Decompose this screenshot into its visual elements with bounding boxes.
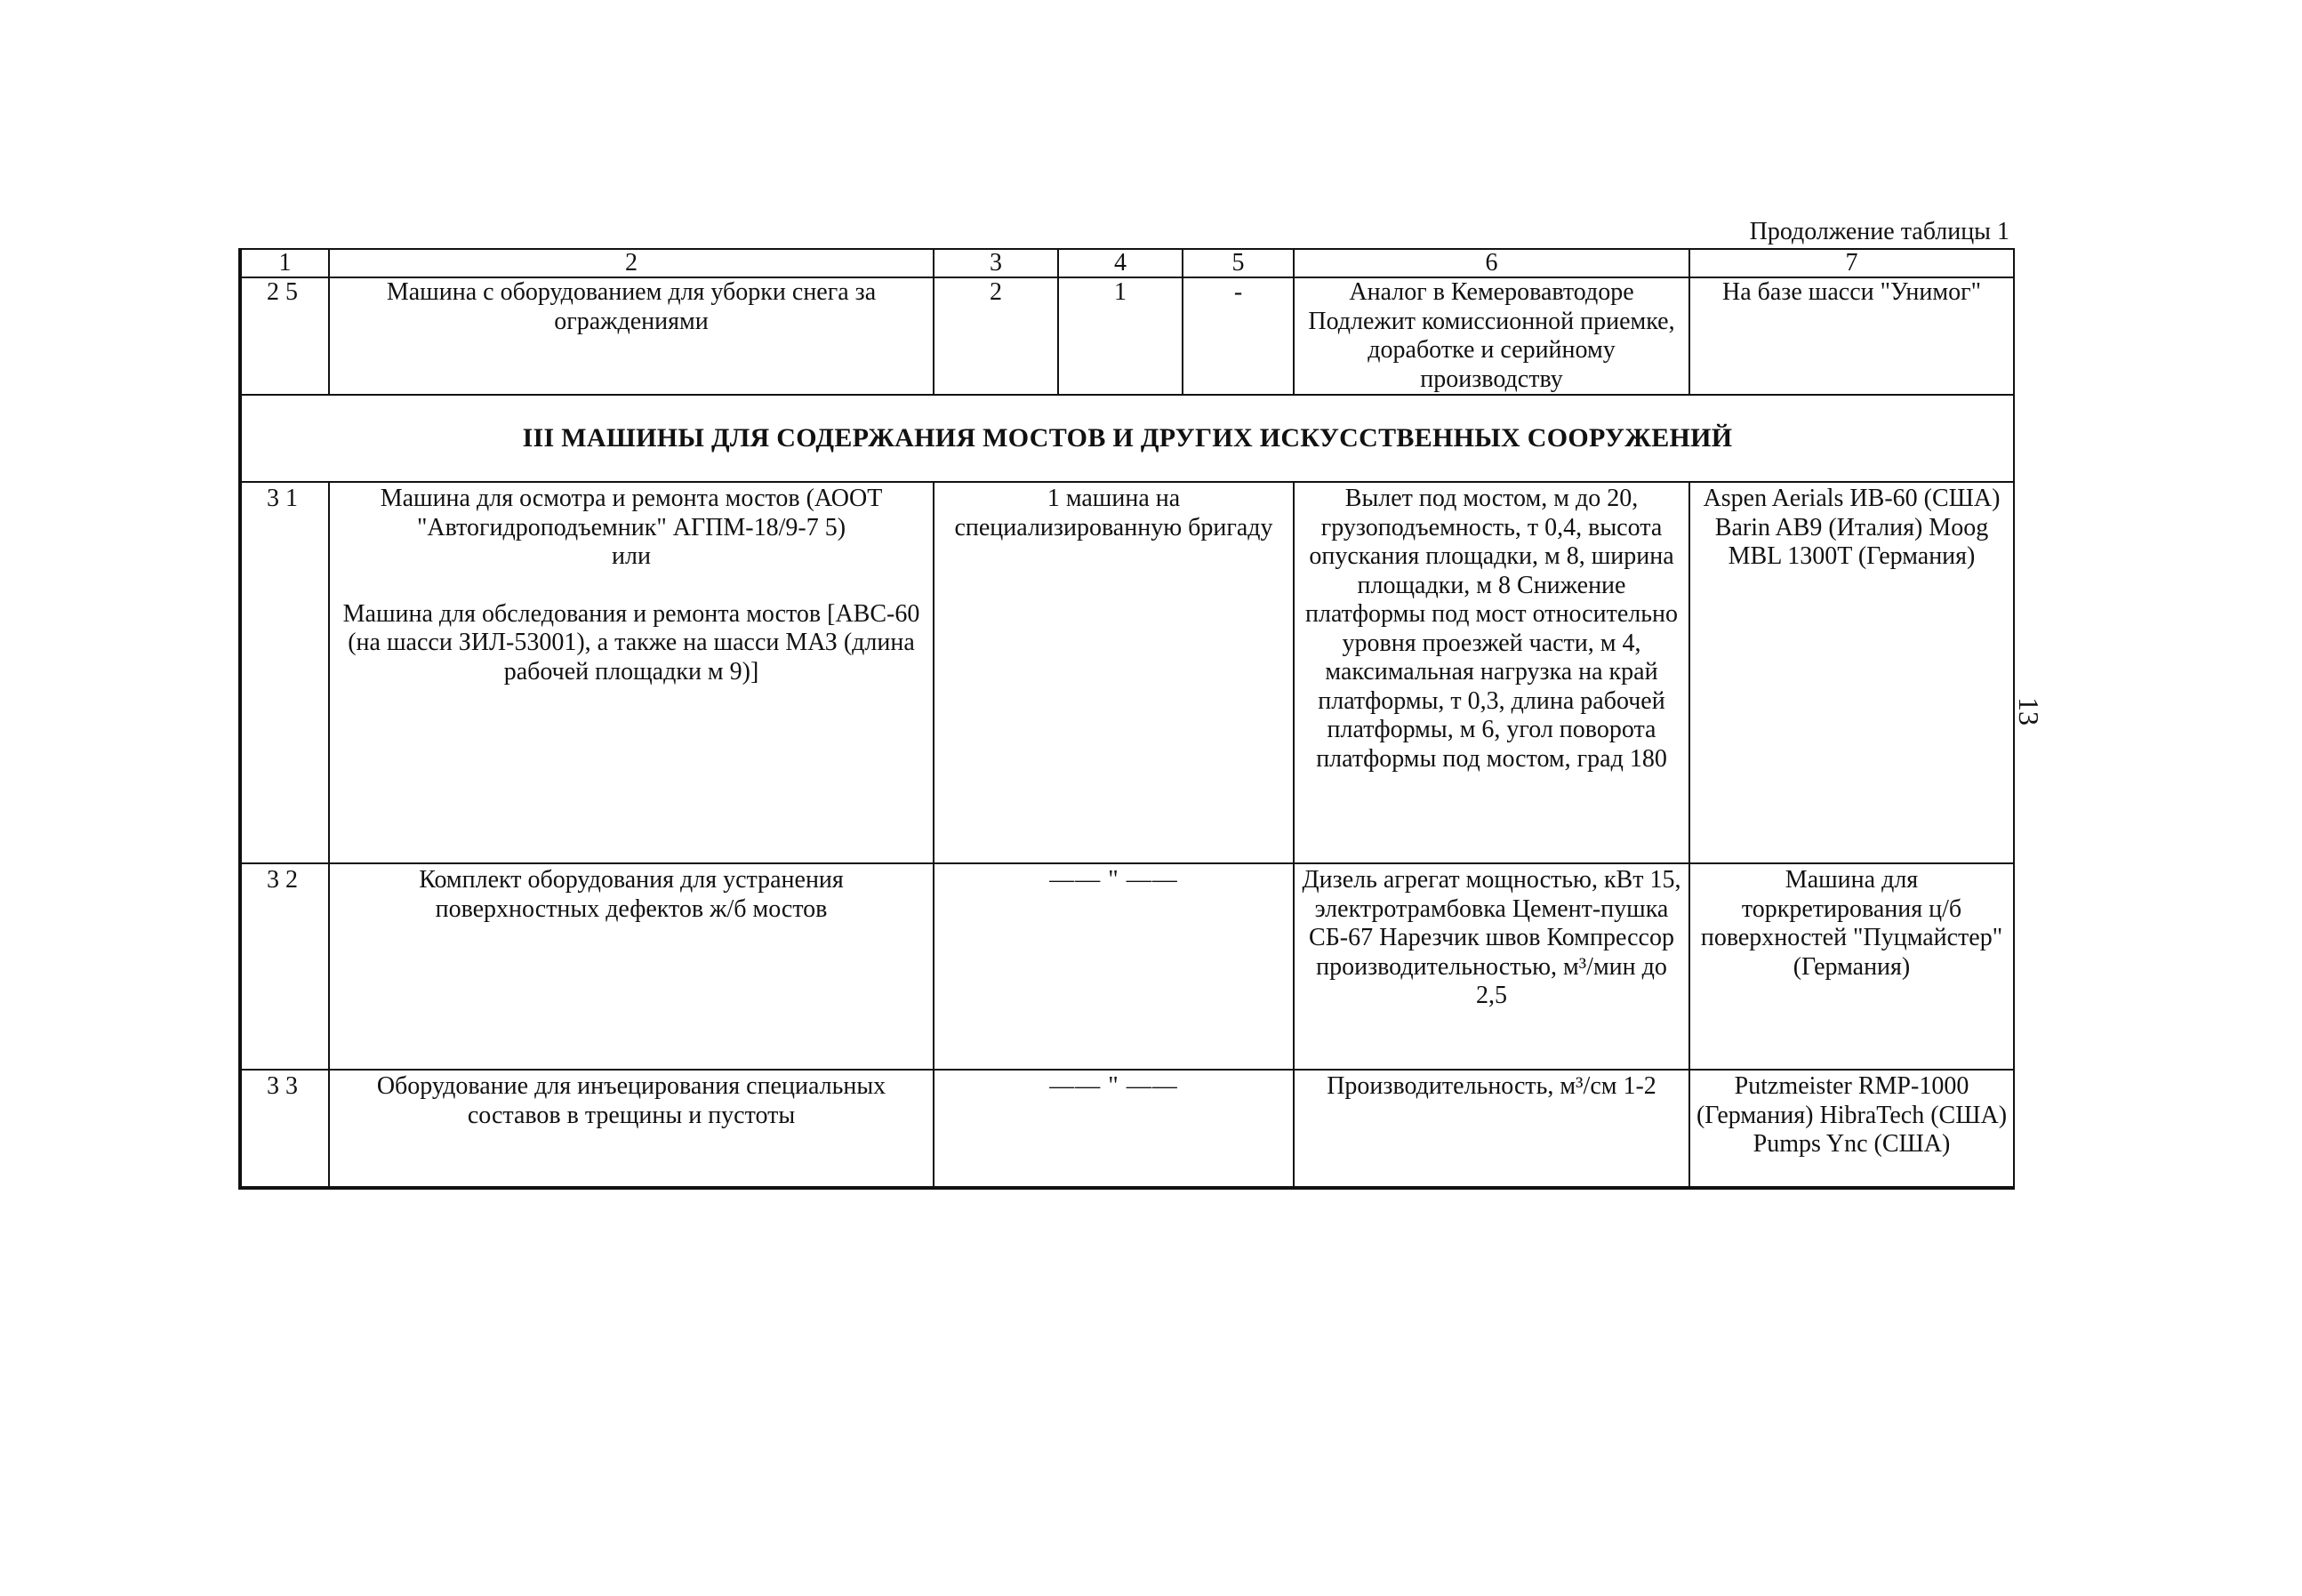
item-number: 2 5: [240, 277, 329, 395]
item-name-option-2: Машина для обследования и ремонта мостов [АВС-60 (на шасси ЗИЛ-53001), а также на шасси МАЗ (длина рабочей площадки м 9)]: [342, 599, 920, 686]
column-number-row: [240, 249, 2014, 277]
item-quantity-ditto: —— " ——: [934, 863, 1294, 1070]
table-continuation-caption: Продолжение таблицы 1: [1749, 218, 2009, 245]
column-number: 6: [1294, 249, 1689, 277]
column-number: 2: [329, 249, 934, 277]
table-row-3-2: [240, 863, 2014, 1070]
item-quantity-ditto: —— " ——: [934, 1070, 1294, 1188]
table-row-3-3: [240, 1070, 2014, 1188]
spacer: [335, 572, 927, 600]
item-name: Оборудование для инъецирования специальных составов в трещины и пустоты: [329, 1070, 934, 1188]
item-col7: На базе шасси "Унимог": [1689, 277, 2014, 395]
table-row-3-1: [240, 482, 2014, 863]
item-number: 3 1: [240, 482, 329, 863]
item-col6: Аналог в Кемеровавтодоре Подлежит комиссионной приемке, доработке и серийному производству: [1294, 277, 1689, 395]
item-quantity: 1 машина на специализированную бригаду: [934, 482, 1294, 863]
item-name: Комплект оборудования для устранения поверхностных дефектов ж/б мостов: [329, 863, 934, 1070]
item-col7: Aspen Aerials ИВ-60 (США) Barin AB9 (Италия) Moog MBL 1300T (Германия): [1689, 482, 2014, 863]
item-col6: Производительность, м³/см 1-2: [1294, 1070, 1689, 1188]
item-name-or: или: [612, 542, 651, 570]
item-name: [329, 482, 934, 863]
equipment-table-container: [238, 248, 2012, 1190]
item-col6: Вылет под мостом, м до 20, грузоподъемность, т 0,4, высота опускания площадки, м 8, ширина площадки, м 8 Снижение платформы под мост относительно уровня проезжей части, м 4, максимальная нагрузка на край платформы, т 0,3, длина рабочей платформы, м 6, угол поворота платформы под мостом, град 180: [1294, 482, 1689, 863]
item-col6: Дизель агрегат мощностью, кВт 15, электротрамбовка Цемент-пушка СБ-67 Нарезчик швов Компрессор производительностью, м³/мин до 2,5: [1294, 863, 1689, 1070]
item-number: 3 3: [240, 1070, 329, 1188]
section-heading-row: [240, 395, 2014, 482]
column-number: 4: [1058, 249, 1183, 277]
item-col3: 2: [934, 277, 1058, 395]
item-col4: 1: [1058, 277, 1183, 395]
item-number: 3 2: [240, 863, 329, 1070]
item-name-option-1: Машина для осмотра и ремонта мостов (АООТ "Автогидроподъемник" АГПМ-18/9-7 5): [380, 485, 883, 541]
item-col5: -: [1183, 277, 1294, 395]
item-name: Машина с оборудованием для уборки снега за ограждениями: [329, 277, 934, 395]
page-number: 13: [2013, 697, 2045, 726]
column-number: 7: [1689, 249, 2014, 277]
equipment-table: [238, 248, 2015, 1190]
item-col7: Putzmeister RMP-1000 (Германия) HibraTech (США) Pumps Ync (США): [1689, 1070, 2014, 1188]
section-title: III МАШИНЫ ДЛЯ СОДЕРЖАНИЯ МОСТОВ И ДРУГИХ ИСКУССТВЕННЫХ СООРУЖЕНИЙ: [240, 395, 2014, 482]
column-number: 1: [240, 249, 329, 277]
column-number: 5: [1183, 249, 1294, 277]
table-row-2-5: [240, 277, 2014, 395]
column-number: 3: [934, 249, 1058, 277]
item-col7: Машина для торкретирования ц/б поверхностей "Пуцмайстер" (Германия): [1689, 863, 2014, 1070]
